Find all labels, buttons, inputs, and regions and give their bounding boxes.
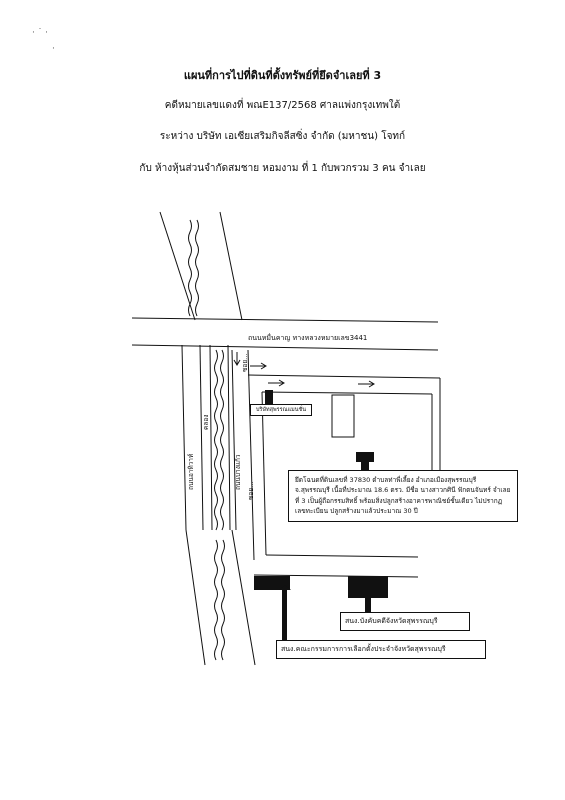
enforcement-office-label: สนง.บังคับคดีจังหวัดสุพรรณบุรี bbox=[340, 612, 470, 631]
property-description-box: ยึดโฉนดที่ดินเลขที่ 37830 ตำบลท่าพี่เลี้ยง อำเภอเมืองสุพรรณบุรี จ.สุพรรณบุรี เนื้อที่ประมาณ 18.6 ตรว. มีชื่อ นางสาวกศินี ฟักตนจันทร์ จำเลยที่ 3 เป็นผู้ถือกรรมสิทธิ์ พร้อมสิ่งปลูกสร้างอาคารพาณิชย์ชั้นเดียว ไม่ปรากฏเลขทะเบียน ปลูกสร้างมาแล้วประมาณ 30 ปี bbox=[288, 470, 518, 522]
highway-edge-bottom bbox=[132, 345, 438, 350]
enforcement-building bbox=[348, 576, 388, 598]
company-label: บริษัทสุพรรณแมนชั่น bbox=[250, 404, 312, 416]
canal-label: คลอง bbox=[202, 414, 210, 430]
canal-water-1 bbox=[215, 350, 218, 530]
avenue-label: ถนนอาทิวาท์ bbox=[187, 453, 195, 490]
soi-main-label: ถนนบางแก้ว bbox=[234, 454, 242, 490]
scan-mark-2: · bbox=[52, 44, 55, 54]
direction-arrows bbox=[234, 352, 374, 387]
map-title: แผนที่การไปที่ดินที่ตั้งทรัพย์ที่ยึดจำเลยที่ 3 bbox=[183, 69, 382, 82]
soi-right-label: ซอย... bbox=[247, 481, 255, 500]
soi-main-right bbox=[248, 350, 254, 560]
defendants-line: กับ ห้างหุ้นส่วนจำกัดสมชาย หอมงาม ที่ 1 กับพวกรวม 3 คน จำเลย bbox=[139, 163, 426, 174]
small-building bbox=[332, 395, 354, 437]
canal-bank-right bbox=[228, 345, 230, 530]
case-number-line: คดีหมายเลขแดงที่ พณE137/2568 ศาลแพ่งกรุงเทพใต้ bbox=[164, 100, 401, 111]
upper-road-edge-right bbox=[220, 212, 242, 320]
lower-road-edge-right bbox=[232, 530, 255, 665]
lower-river-line-2 bbox=[222, 540, 225, 660]
election-office-label: สนง.คณะกรรมการการเลือกตั้งประจำจังหวัดสุพรรณบุรี bbox=[276, 640, 486, 659]
loop-top-outer bbox=[248, 375, 440, 378]
upper-river-line-2 bbox=[196, 220, 199, 316]
highway-label: ถนนหมื่นคาญ ทางหลวงหมายเลข3441 bbox=[248, 334, 368, 342]
avenue-edge-left bbox=[182, 345, 186, 530]
avenue-edge-right bbox=[200, 345, 203, 530]
company-marker bbox=[265, 390, 273, 404]
loop-left-inner bbox=[262, 392, 266, 555]
election-arrow-shaft bbox=[282, 590, 287, 640]
soi-main-left bbox=[232, 350, 236, 530]
soi-top-label: ซอย... bbox=[241, 353, 249, 372]
parties-line: ระหว่าง บริษัท เอเซียเสริมกิจลีสซิ่ง จำกัด (มหาชน) โจทก์ bbox=[159, 131, 406, 142]
bottom-road-top bbox=[266, 555, 418, 557]
canal-bank-left bbox=[210, 345, 212, 530]
highway-edge-top bbox=[132, 318, 438, 322]
enforcement-arrow-shaft bbox=[365, 598, 371, 612]
lower-river-line-1 bbox=[215, 540, 218, 660]
lower-road-edge-left bbox=[186, 530, 205, 665]
canal-water-2 bbox=[221, 350, 224, 530]
scan-mark: · ˙ · bbox=[32, 28, 48, 38]
loop-top-inner bbox=[262, 392, 432, 394]
property-building bbox=[356, 452, 374, 462]
